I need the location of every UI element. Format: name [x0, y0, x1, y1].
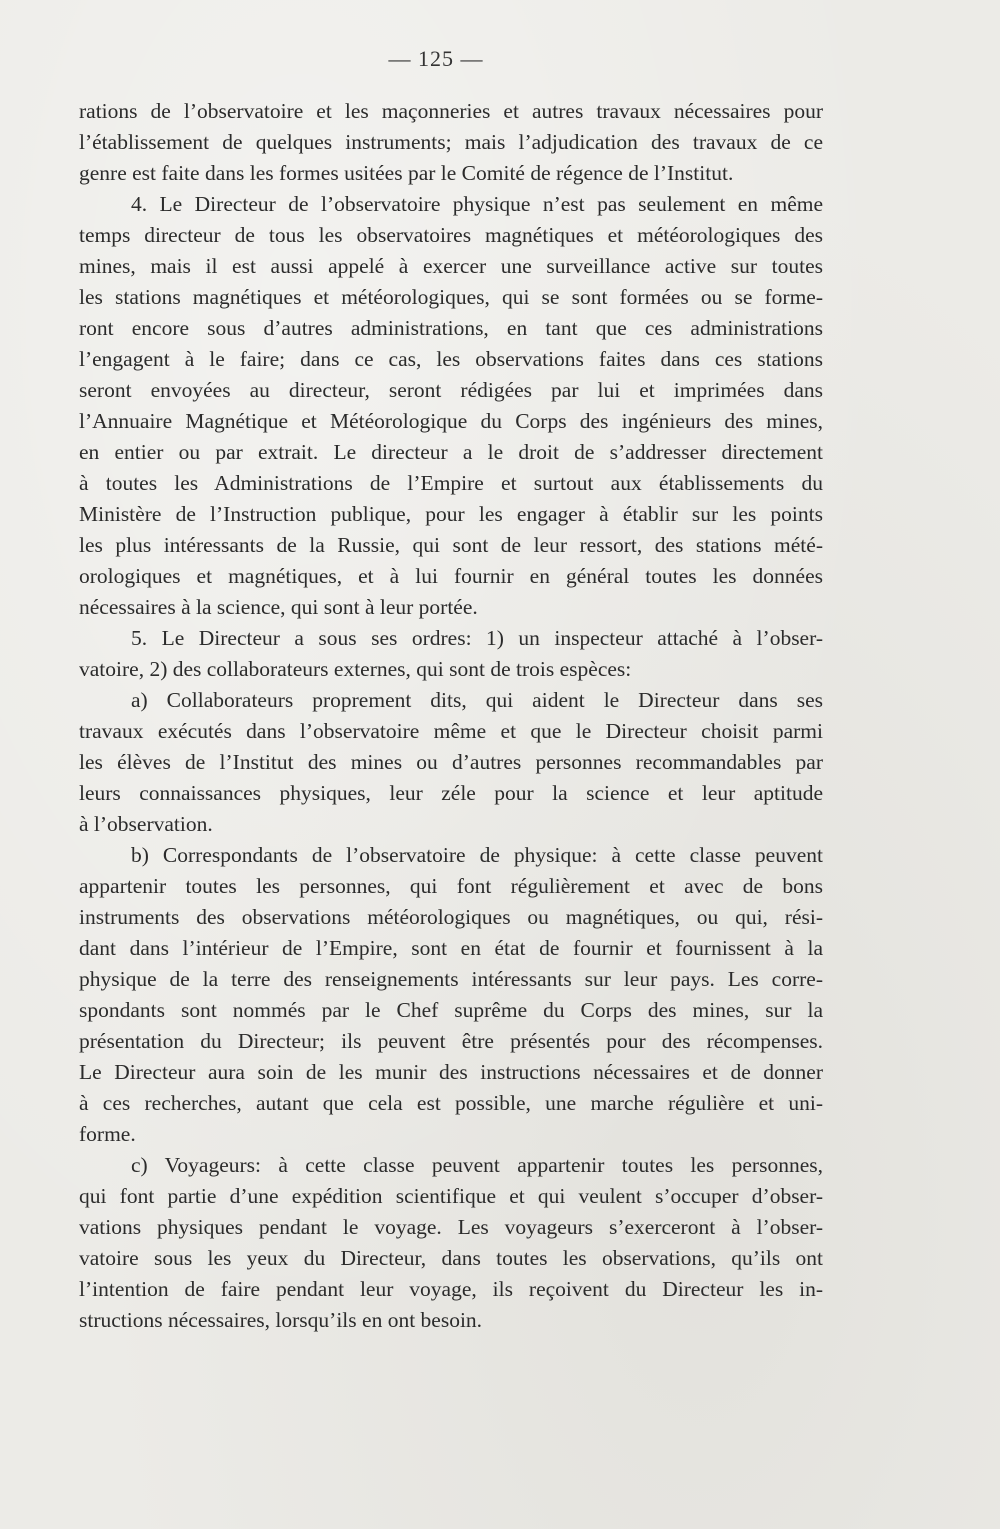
- text-line: b) Correspondants de l’observatoire de physique: à cette classe peuvent: [131, 843, 823, 867]
- text-line: vations physiques pendant le voyage. Les voyageurs s’exerceront à l’obser-: [79, 1215, 823, 1239]
- text-line: l’Annuaire Magnétique et Météorologique du Corps des ingénieurs des mines,: [79, 409, 823, 433]
- text-line: l’engagent à le faire; dans ce cas, les observations faites dans ces stations: [79, 347, 823, 371]
- text-line: à toutes les Administrations de l’Empire et surtout aux établissements du: [79, 471, 823, 495]
- text-line: leurs connaissances physiques, leur zéle pour la science et leur aptitude: [79, 781, 823, 805]
- text-line: seront envoyées au directeur, seront rédigées par lui et imprimées dans: [79, 378, 823, 402]
- text-line: à ces recherches, autant que cela est possible, une marche régulière et uni-: [79, 1091, 823, 1115]
- text-line: spondants sont nommés par le Chef suprême du Corps des mines, sur la: [79, 998, 823, 1022]
- text-line: les plus intéressants de la Russie, qui sont de leur ressort, des stations mété-: [79, 533, 823, 557]
- text-line: les stations magnétiques et météorologiques, qui se sont formées ou se forme-: [79, 285, 823, 309]
- text-line: l’intention de faire pendant leur voyage, ils reçoivent du Directeur les in-: [79, 1277, 823, 1301]
- text-line: 4. Le Directeur de l’observatoire physique n’est pas seulement en même: [131, 192, 823, 216]
- text-line: qui font partie d’une expédition scientifique et qui veulent s’occuper d’obser-: [79, 1184, 823, 1208]
- text-line: a) Collaborateurs proprement dits, qui aident le Directeur dans ses: [131, 688, 823, 712]
- text-line: structions nécessaires, lorsqu’ils en ont besoin.: [79, 1308, 483, 1332]
- text-line: l’établissement de quelques instruments; mais l’adjudication des travaux de ce: [79, 130, 823, 154]
- text-line: c) Voyageurs: à cette classe peuvent appartenir toutes les personnes,: [131, 1153, 823, 1177]
- text-line: les élèves de l’Institut des mines ou d’autres personnes recommandables par: [79, 750, 823, 774]
- text-line: mines, mais il est aussi appelé à exercer une surveillance active sur toutes: [79, 254, 823, 278]
- text-line: appartenir toutes les personnes, qui font régulièrement et avec de bons: [79, 874, 823, 898]
- text-line: nécessaires à la science, qui sont à leur portée.: [79, 595, 478, 619]
- text-line: vatoire, 2) des collaborateurs externes, qui sont de trois espèces:: [79, 657, 632, 681]
- text-line: présentation du Directeur; ils peuvent être présentés pour des récompenses.: [79, 1029, 823, 1053]
- text-line: instruments des observations météorologiques ou magnétiques, ou qui, rési-: [79, 905, 823, 929]
- text-line: Le Directeur aura soin de les munir des instructions nécessaires et de donner: [79, 1060, 823, 1084]
- text-line: orologiques et magnétiques, et à lui fournir en général toutes les données: [79, 564, 823, 588]
- text-line: à l’observation.: [79, 812, 213, 836]
- text-line: Ministère de l’Instruction publique, pour les engager à établir sur les points: [79, 502, 823, 526]
- text-line: vatoire sous les yeux du Directeur, dans toutes les observations, qu’ils ont: [79, 1246, 823, 1270]
- text-line: 5. Le Directeur a sous ses ordres: 1) un inspecteur attaché à l’obser-: [131, 626, 823, 650]
- text-line: dant dans l’intérieur de l’Empire, sont en état de fournir et fournissent à la: [79, 936, 823, 960]
- text-line: physique de la terre des renseignements intéressants sur leur pays. Les corre-: [79, 967, 823, 991]
- text-line: en entier ou par extrait. Le directeur a le droit de s’addresser directement: [79, 440, 823, 464]
- body-text: [79, 96, 823, 1336]
- text-line: rations de l’observatoire et les maçonneries et autres travaux nécessaires pour: [79, 99, 823, 123]
- text-line: temps directeur de tous les observatoires magnétiques et météorologiques des: [79, 223, 823, 247]
- text-line: travaux exécutés dans l’observatoire même et que le Directeur choisit parmi: [79, 719, 823, 743]
- text-line: forme.: [79, 1122, 136, 1146]
- text-line: genre est faite dans les formes usitées par le Comité de régence de l’Institut.: [79, 161, 734, 185]
- text-line: ront encore sous d’autres administrations, en tant que ces administrations: [79, 316, 823, 340]
- page-number: — 125 —: [388, 46, 484, 71]
